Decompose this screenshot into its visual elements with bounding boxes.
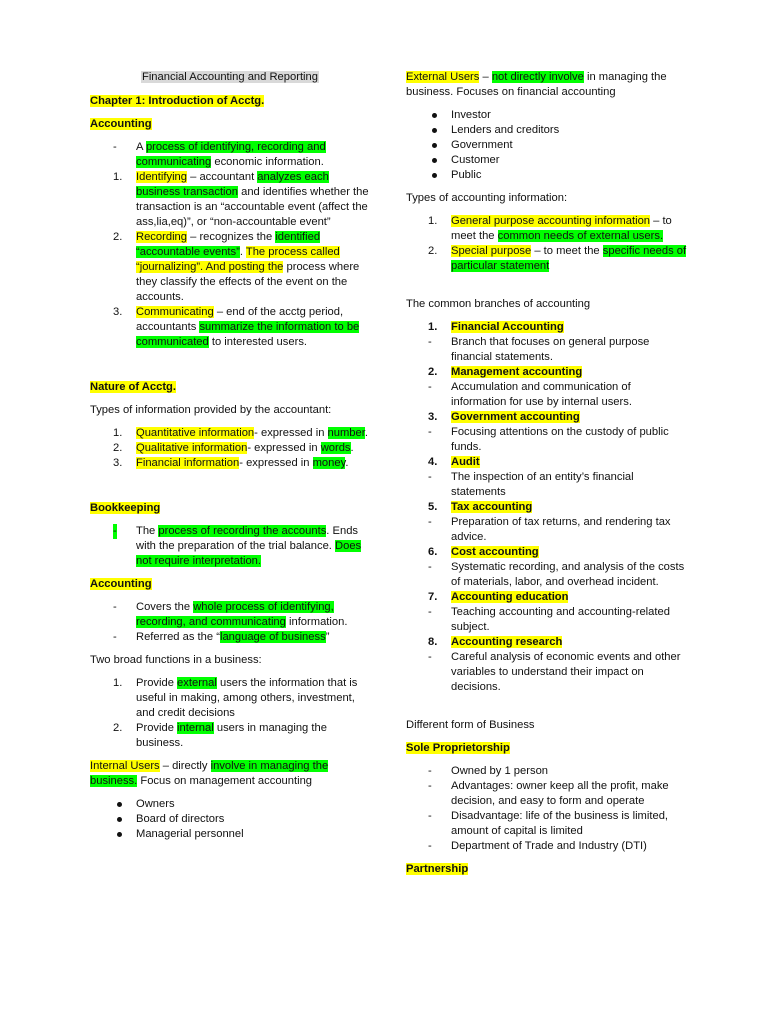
list-number: 7. [428, 591, 438, 603]
branch-description-text: Branch that focuses on general purpose financial statements. [451, 336, 650, 363]
list-number: 5. [428, 501, 438, 513]
bullet-icon [117, 802, 122, 807]
branch-description-text: Systematic recording, and analysis of the costs of materials, labor, and overhead incident. [451, 561, 685, 588]
external-users-paragraph: External Users – not directly involve in managing the business. Focuses on financial accounting [406, 71, 667, 98]
accounting-heading: Accounting [90, 118, 152, 130]
list-item [406, 764, 688, 779]
branch-description [406, 605, 688, 635]
info-type-end: . [350, 442, 354, 454]
dash-mark: - [428, 780, 432, 792]
types-intro: Types of information provided by the accountant: [90, 404, 332, 416]
info-type-unit: number [327, 427, 365, 439]
types-info-intro: Types of accounting information: [406, 192, 568, 204]
sole-proprietorship-list [406, 764, 688, 854]
info-type-name: Financial information [136, 457, 240, 469]
list-number: 2. [113, 442, 123, 454]
list-item: 1. Identifying – accountant analyzes each business transaction and identifies whether the transaction is an “accountable event (affect the ass,lia,eq)”, or “non-accountable event” [113, 171, 369, 228]
branch-description [406, 470, 688, 500]
list-item [90, 426, 370, 441]
list-number: 3. [113, 457, 123, 469]
list-item: 2. Recording – recognizes the identified “accountable events”. The process called “journalizing”. And posting the process where they classify the effects of the event on the accounts. [113, 231, 360, 303]
branch-item [406, 410, 688, 425]
dash-mark: - [428, 381, 432, 393]
info-type-name: Quantitative information [136, 427, 255, 439]
dash-mark: - [428, 336, 432, 348]
list-number: 1. [113, 427, 123, 439]
list-number: 2. [428, 366, 438, 378]
list-item [406, 138, 688, 153]
bookkeeping-list [90, 524, 370, 569]
list-item [90, 812, 370, 827]
list-item-text: Lenders and creditors [451, 124, 560, 136]
info-type-text: - expressed in [254, 427, 328, 439]
list-item [90, 456, 370, 471]
bullet-icon [432, 143, 437, 148]
dash-mark: - [428, 765, 432, 777]
dash-mark: - [428, 651, 432, 663]
accounting-definition-list [90, 140, 370, 350]
list-item [406, 108, 688, 123]
list-item-text: Public [451, 169, 482, 181]
branch-description-text: Accumulation and communication of information for use by internal users. [451, 381, 632, 408]
branch-name: Cost accounting [451, 546, 539, 558]
branch-item [406, 500, 688, 515]
internal-users-list [90, 797, 370, 842]
branch-item [406, 320, 688, 335]
left-column [90, 70, 370, 850]
chapter-heading: Chapter 1: Introduction of Acctg. [90, 95, 265, 107]
bullet-icon [117, 817, 122, 822]
types-list [90, 426, 370, 471]
dash-mark: - [428, 810, 432, 822]
list-item: 1. General purpose accounting information – to meet the common needs of external users. [428, 215, 672, 242]
external-users-list [406, 108, 688, 183]
list-item-text: Owners [136, 798, 175, 810]
list-item: 2. Provide internal users in managing the business. [113, 722, 327, 749]
info-type-end: . [364, 427, 368, 439]
branches-list [406, 320, 688, 695]
branch-description-text: Focusing attentions on the custody of public funds. [451, 426, 669, 453]
dash-mark: - [428, 840, 432, 852]
list-item: 3. Communicating – end of the acctg period, accountants summarize the information to be communicated to interested users. [113, 306, 360, 348]
branch-name: Financial Accounting [451, 321, 564, 333]
list-item [406, 123, 688, 138]
bullet-icon [432, 113, 437, 118]
branch-name: Accounting research [451, 636, 563, 648]
list-item [90, 441, 370, 456]
list-item: - Covers the whole process of identifying, recording, and communicating information. [113, 601, 348, 628]
branch-description [406, 380, 688, 410]
branch-item [406, 365, 688, 380]
list-item-text: Board of directors [136, 813, 225, 825]
forms-intro: Different form of Business [406, 719, 535, 731]
list-number: 4. [428, 456, 438, 468]
branch-description [406, 425, 688, 455]
branch-description [406, 335, 688, 365]
branch-item [406, 455, 688, 470]
branch-name: Management accounting [451, 366, 583, 378]
right-column [406, 70, 688, 885]
list-item [406, 809, 688, 839]
list-item-text: Investor [451, 109, 491, 121]
branch-description [406, 650, 688, 695]
dash-mark: - [428, 426, 432, 438]
branch-item [406, 545, 688, 560]
branch-name: Tax accounting [451, 501, 533, 513]
dash-mark: - [428, 471, 432, 483]
list-item-text: Disadvantage: life of the business is limited, amount of capital is limited [451, 810, 669, 837]
list-item [406, 779, 688, 809]
list-item-text: Customer [451, 154, 500, 166]
bookkeeping-heading: Bookkeeping [90, 502, 161, 514]
two-functions-intro: Two broad functions in a business: [90, 654, 262, 666]
branch-description-text: Preparation of tax returns, and rendering tax advice. [451, 516, 671, 543]
branch-item [406, 635, 688, 650]
dash-mark: - [428, 606, 432, 618]
list-item-text: Government [451, 139, 513, 151]
bullet-icon [432, 158, 437, 163]
accounting2-list [90, 600, 370, 645]
list-item-text: Advantages: owner keep all the profit, make decision, and easy to form and operate [451, 780, 669, 807]
dash-mark: - [428, 561, 432, 573]
dash-mark: - [428, 516, 432, 528]
branch-description-text: Careful analysis of economic events and other variables to understand their impact on decisions. [451, 651, 681, 693]
list-item: - Referred as the “language of business” [113, 631, 330, 643]
branches-intro: The common branches of accounting [406, 298, 591, 310]
list-number: 6. [428, 546, 438, 558]
sole-proprietorship-heading: Sole Proprietorship [406, 742, 510, 754]
partnership-heading: Partnership [406, 863, 469, 875]
list-item [406, 153, 688, 168]
branch-name: Accounting education [451, 591, 569, 603]
bullet-icon [432, 173, 437, 178]
info-type-text: - expressed in [247, 442, 321, 454]
branch-description [406, 515, 688, 545]
list-item [406, 168, 688, 183]
info-type-unit: money [312, 457, 346, 469]
bullet-icon [117, 832, 122, 837]
branch-item [406, 590, 688, 605]
info-types-list [406, 214, 688, 274]
branch-name: Audit [451, 456, 480, 468]
info-type-unit: words [320, 442, 351, 454]
info-type-end: . [345, 457, 349, 469]
list-item: - The process of recording the accounts. Ends with the preparation of the trial balance. Does not require interpretation. [113, 525, 362, 567]
info-type-name: Qualitative information [136, 442, 248, 454]
branch-description-text: The inspection of an entity’s financial statements [451, 471, 634, 498]
accounting2-heading: Accounting [90, 578, 152, 590]
info-type-text: - expressed in [239, 457, 313, 469]
list-item [90, 827, 370, 842]
branch-name: Government accounting [451, 411, 580, 423]
bullet-icon [432, 128, 437, 133]
list-number: 1. [428, 321, 438, 333]
list-item-text: Managerial personnel [136, 828, 244, 840]
internal-users-paragraph: Internal Users – directly involve in managing the business. Focus on management accounting [90, 760, 329, 787]
branch-description-text: Teaching accounting and accounting-related subject. [451, 606, 670, 633]
document-title: Financial Accounting and Reporting [141, 71, 318, 83]
list-item-text: Department of Trade and Industry (DTI) [451, 840, 647, 852]
list-item: - A process of identifying, recording and communicating economic information. [113, 141, 326, 168]
list-item [406, 839, 688, 854]
list-item: 2. Special purpose – to meet the specific needs of particular statement [428, 245, 687, 272]
list-item [90, 797, 370, 812]
list-item: 1. Provide external users the information that is useful in making, among others, investment, and credit decisions [113, 677, 358, 719]
nature-heading: Nature of Acctg. [90, 381, 176, 393]
list-item-text: Owned by 1 person [451, 765, 549, 777]
branch-description [406, 560, 688, 590]
functions-list [90, 676, 370, 751]
list-number: 3. [428, 411, 438, 423]
list-number: 8. [428, 636, 438, 648]
